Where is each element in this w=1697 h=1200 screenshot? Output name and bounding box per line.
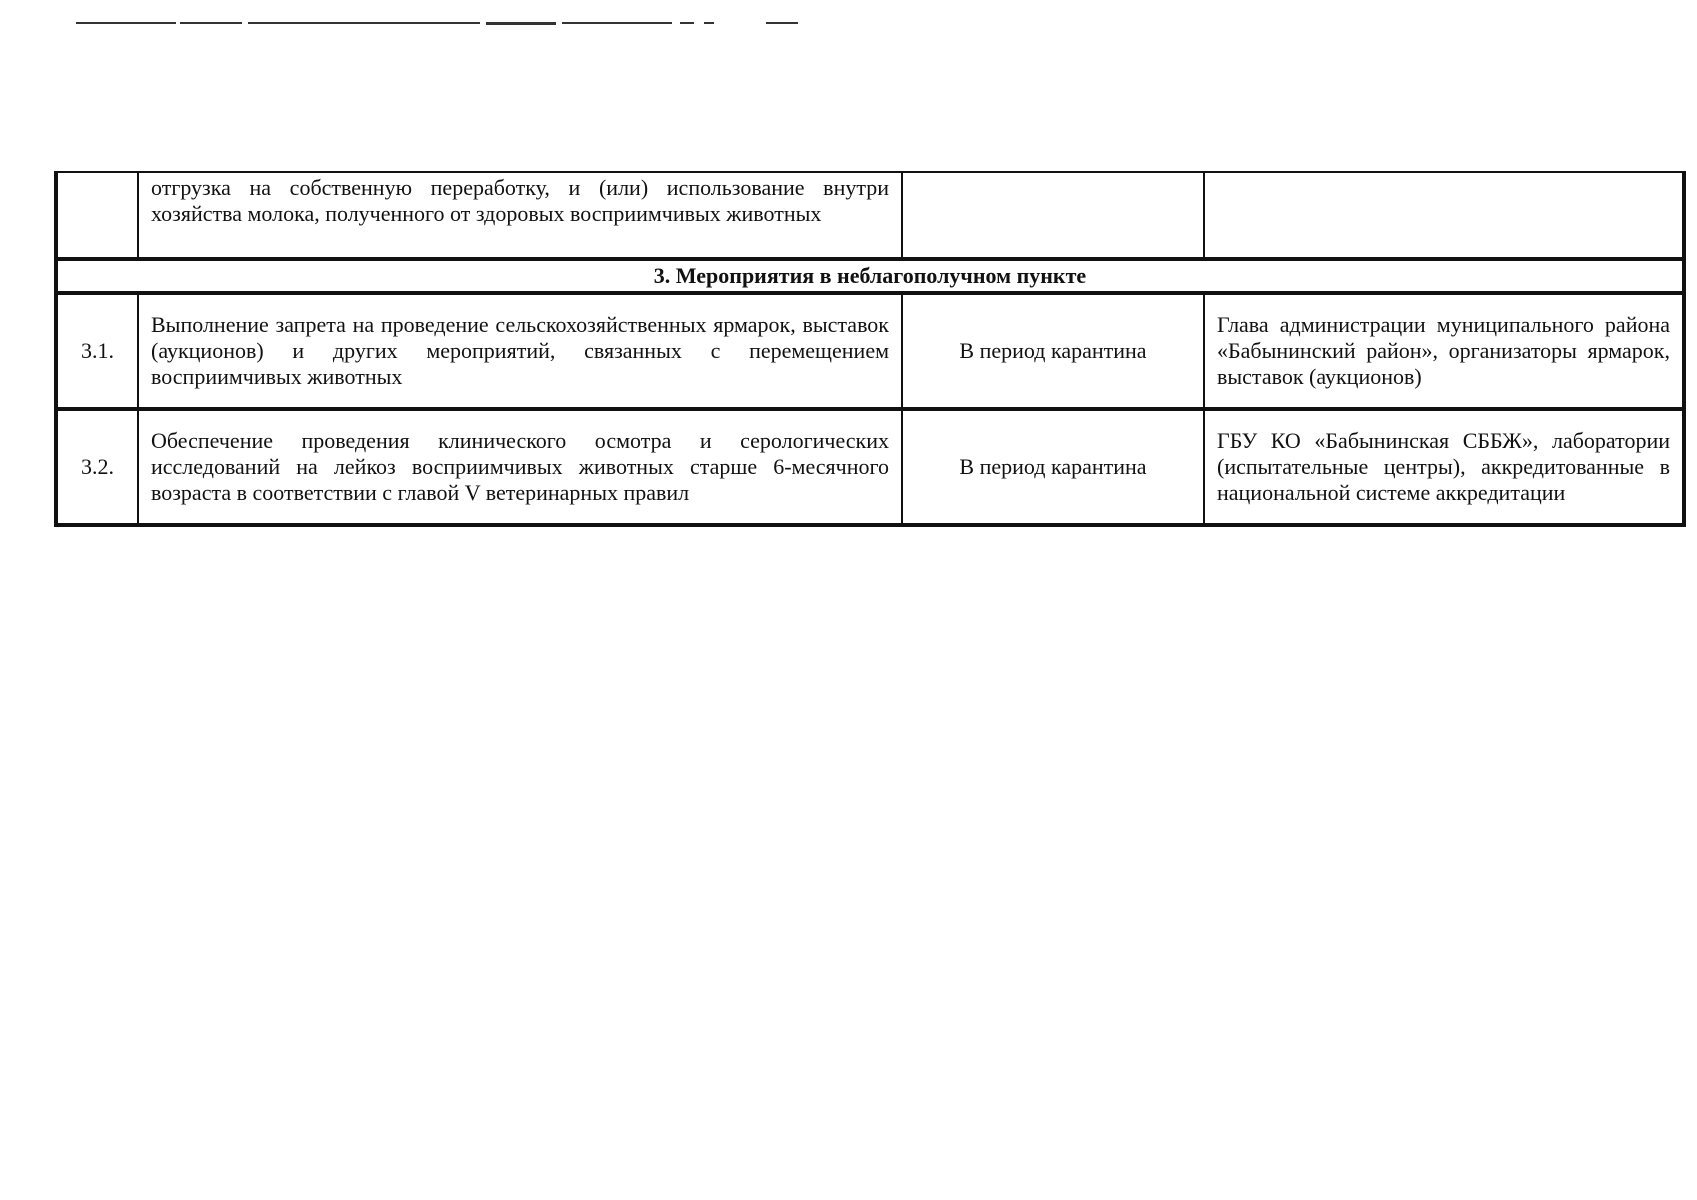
section-heading: 3. Мероприятия в неблагополучном пункте xyxy=(56,259,1684,293)
table-row xyxy=(56,409,1684,525)
measure-period xyxy=(902,172,1204,259)
table-row xyxy=(56,172,1684,259)
scan-artifact-lines xyxy=(76,22,736,25)
measure-description: Обеспечение проведения клинического осмотра и серологических исследований на лейкоз восприимчивых животных старше 6-месячного возраста в соответствии с главой V ветеринарных правил xyxy=(138,409,902,525)
measure-responsible: ГБУ КО «Бабынинская СББЖ», лаборатории (испытательные центры), аккредитованные в национальной системе аккредитации xyxy=(1204,409,1684,525)
measures-table xyxy=(54,171,1686,527)
measure-responsible: Глава администрации муниципального района «Бабынинский район», организаторы ярмарок, выставок (аукционов) xyxy=(1204,293,1684,409)
measure-period: В период карантина xyxy=(902,409,1204,525)
row-number xyxy=(56,172,138,259)
measure-period: В период карантина xyxy=(902,293,1204,409)
measure-responsible xyxy=(1204,172,1684,259)
table-row xyxy=(56,293,1684,409)
section-row xyxy=(56,259,1684,293)
measure-description: Выполнение запрета на проведение сельскохозяйственных ярмарок, выставок (аукционов) и других мероприятий, связанных с перемещением восприимчивых животных xyxy=(138,293,902,409)
row-number: 3.1. xyxy=(56,293,138,409)
row-number: 3.2. xyxy=(56,409,138,525)
measure-description: отгрузка на собственную переработку, и (или) использование внутри хозяйства молока, полученного от здоровых восприимчивых животных xyxy=(138,172,902,259)
